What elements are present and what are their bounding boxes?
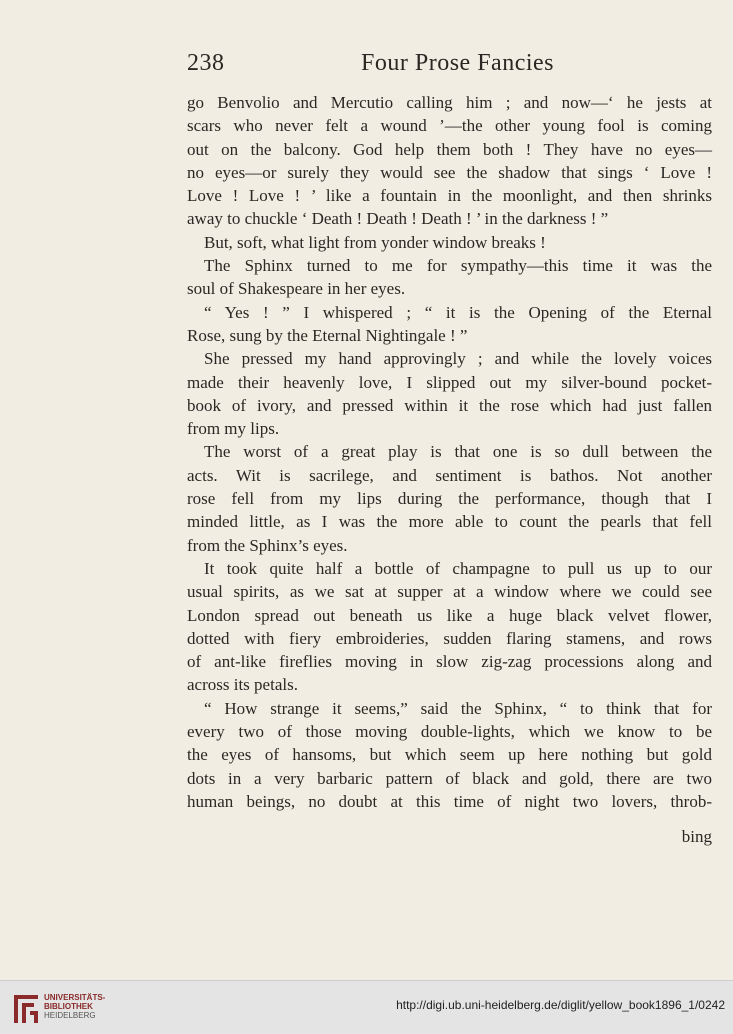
text-line: Love ! Love ! ’ like a fountain in the moonlight, and then shrinks — [187, 186, 712, 206]
text-line: The worst of a great play is that one is so dull between the — [204, 442, 712, 462]
text-line: from the Sphinx’s eyes. — [187, 535, 348, 555]
running-head — [187, 50, 554, 82]
text-line: acts. Wit is sacrilege, and sentiment is bathos. Not another — [187, 465, 712, 485]
text-line: from my lips. — [187, 419, 280, 439]
page-url-link[interactable]: http://digi.ub.uni-heidelberg.de/diglit/yellow_book1896_1/0242 — [396, 998, 725, 1012]
library-name-line1: UNIVERSITÄTS- — [44, 993, 106, 1002]
text-line: dots in a very barbaric pattern of black and gold, there are two — [187, 768, 712, 788]
library-logo-icon[interactable] — [8, 989, 44, 1029]
text-line: scars who never felt a wound ’—the other young fool is coming — [187, 116, 712, 136]
page-number: 238 — [187, 50, 225, 76]
text-line: But, soft, what light from yonder window breaks ! — [204, 232, 546, 252]
text-line: human beings, no doubt at this time of night two lovers, throb- — [187, 791, 712, 811]
text-line: every two of those moving double-lights, which we know to be — [187, 722, 712, 742]
text-line: across its petals. — [187, 675, 298, 695]
text-line: go Benvolio and Mercutio calling him ; and now—‘ he jests at — [187, 93, 712, 112]
text-line: The Sphinx turned to me for sympathy—this time it was the — [204, 256, 712, 276]
library-name-line2: BIBLIOTHEK — [44, 1002, 93, 1011]
text-line: out on the balcony. God help them both ! They have no eyes— — [187, 139, 712, 159]
text-line: rose fell from my lips during the performance, though that I — [187, 489, 712, 509]
library-name[interactable] — [44, 993, 105, 1020]
text-line: soul of Shakespeare in her eyes. — [187, 279, 406, 299]
text-line: London spread out beneath us like a huge black velvet flower, — [187, 605, 712, 625]
text-line: usual spirits, as we sat at supper at a window where we could see — [187, 582, 712, 602]
text-line: the eyes of hansoms, but which seem up here nothing but gold — [187, 745, 712, 765]
text-line: minded little, as I was the more able to count the pearls that fell — [187, 512, 712, 532]
text-line: “ How strange it seems,” said the Sphinx, “ to think that for — [204, 698, 712, 718]
text-line: She pressed my hand approvingly ; and while the lovely voices — [204, 349, 712, 369]
running-title: Four Prose Fancies — [361, 50, 554, 76]
text-line: book of ivory, and pressed within it the rose which had just fallen — [187, 395, 712, 415]
text-line: away to chuckle ‘ Death ! Death ! Death ! ’ in the darkness ! ” — [187, 209, 609, 229]
library-name-line3: HEIDELBERG — [44, 1011, 96, 1020]
text-line: “ Yes ! ” I whispered ; “ it is the Opening of the Eternal — [204, 302, 712, 322]
text-line: Rose, sung by the Eternal Nightingale ! ” — [187, 325, 468, 345]
catchword: bing — [681, 827, 712, 846]
text-line: no eyes—or surely they would see the shadow that sings ‘ Love ! — [187, 162, 712, 182]
text-line: dotted with fiery embroideries, sudden flaring stamens, and rows — [187, 628, 712, 648]
library-footer — [0, 980, 733, 1034]
text-line: of ant-like fireflies moving in slow zig-zag processions along and — [187, 652, 712, 672]
text-line: It took quite half a bottle of champagne to pull us up to our — [204, 558, 712, 578]
text-line: made their heavenly love, I slipped out my silver-bound pocket- — [187, 372, 712, 392]
body-text — [187, 91, 712, 813]
